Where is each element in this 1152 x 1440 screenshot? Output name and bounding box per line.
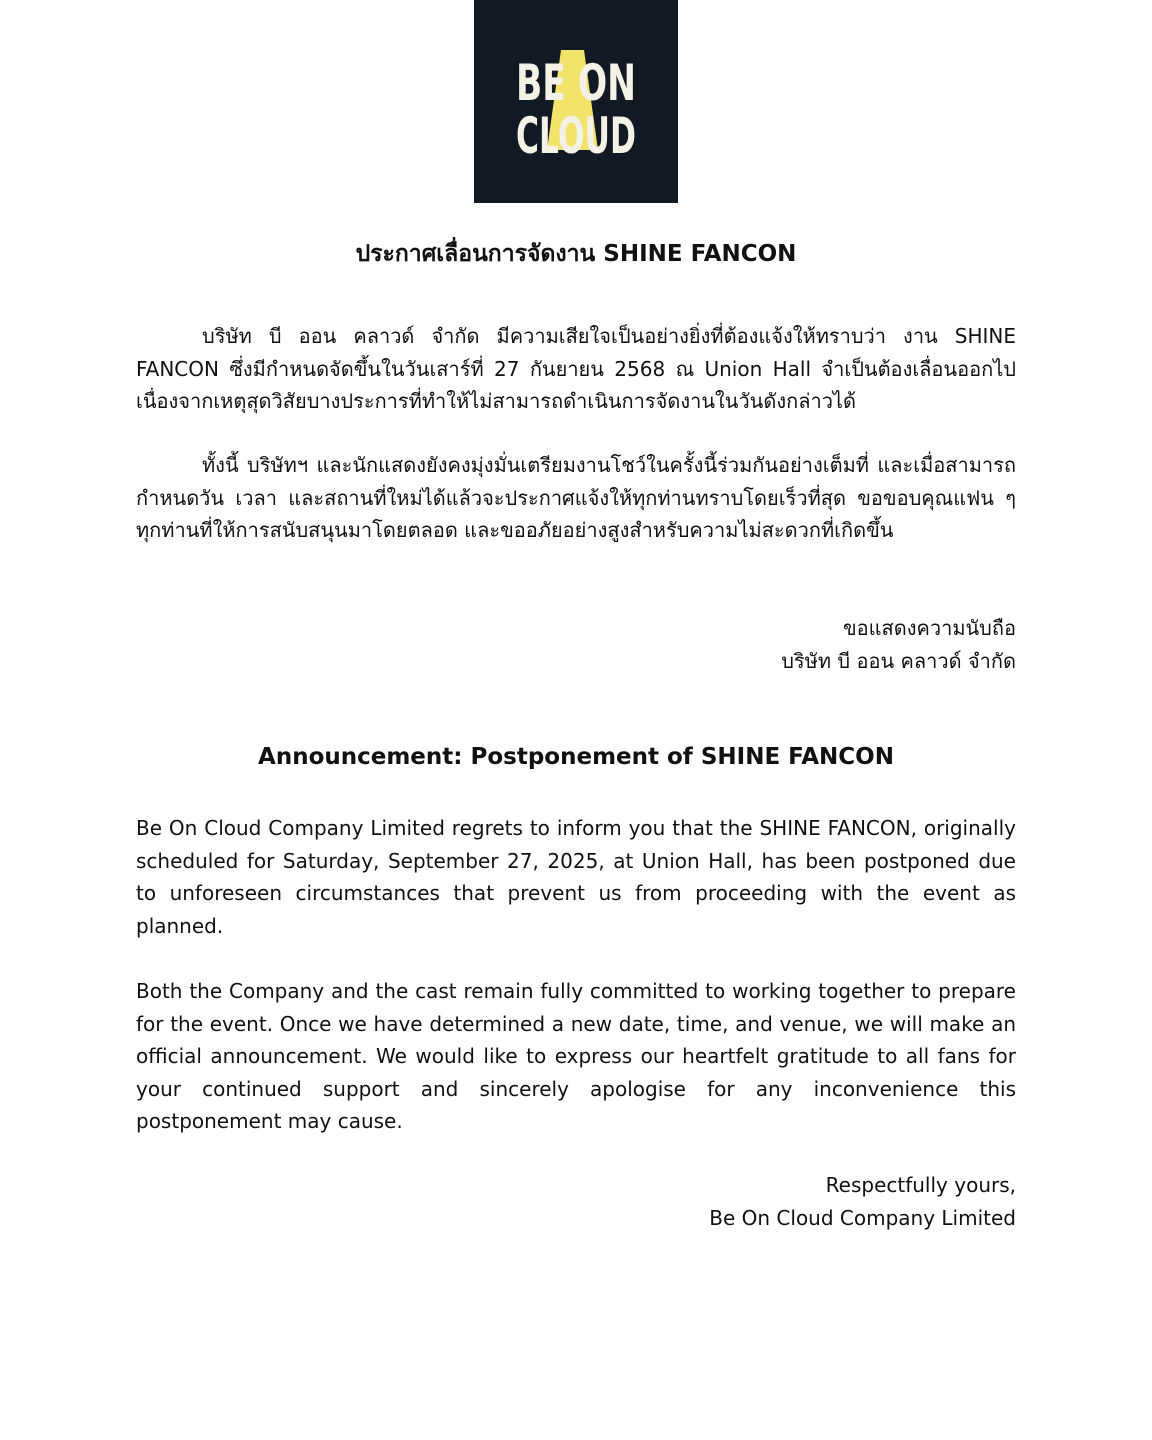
svg-text:BE ON: BE ON [516, 54, 636, 112]
be-on-cloud-logo-mark [474, 0, 678, 203]
english-title: Announcement: Postponement of SHINE FANCON [258, 744, 894, 770]
english-signoff [136, 1169, 1016, 1234]
thai-paragraph-1: บริษัท บี ออน คลาวด์ จำกัด มีความเสียใจเป็นอย่างยิ่งที่ต้องแจ้งให้ทราบว่า งาน SHINE FANCON ซึ่งมีกำหนดจัดขึ้นในวันเสาร์ที่ 27 กันยายน 2568 ณ Union Hall จำเป็นต้องเลื่อนออกไป เนื่องจากเหตุสุดวิสัยบางประการที่ทำให้ไม่สามารถดำเนินการจัดงานในวันดังกล่าวได้ [136, 324, 1016, 413]
svg-text:CLOUD: CLOUD [516, 107, 636, 165]
thai-paragraph-2: ทั้งนี้ บริษัทฯ และนักแสดงยังคงมุ่งมั่นเตรียมงานโชว์ในครั้งนี้ร่วมกันอย่างเต็มที่ และเมื่อสามารถกำหนดวัน เวลา และสถานที่ใหม่ได้แล้วจะประกาศแจ้งให้ทุกท่านทราบโดยเร็วที่สุด ขอขอบคุณแฟน ๆ ทุกท่านที่ให้การสนับสนุนมาโดยตลอด และขออภัยอย่างสูงสำหรับความไม่สะดวกที่เกิดขึ้น [136, 453, 1016, 542]
english-paragraph-1: Be On Cloud Company Limited regrets to inform you that the SHINE FANCON, originally scheduled for Saturday, September 27, 2025, at Union Hall, has been postponed due to unforeseen circumstances that prevent us from proceeding with the event as planned. [136, 816, 1016, 938]
thai-closing: ขอแสดงความนับถือ [842, 616, 1016, 640]
thai-title: ประกาศเลื่อนการจัดงาน SHINE FANCON [355, 241, 797, 267]
thai-signoff [136, 612, 1016, 677]
thai-company-name: บริษัท บี ออน คลาวด์ จำกัด [781, 648, 1016, 673]
english-company-name: Be On Cloud Company Limited [709, 1205, 1016, 1230]
company-logo [474, 0, 678, 203]
english-paragraph-2: Both the Company and the cast remain fully committed to working together to prepare for the event. Once we have determined a new date, time, and venue, we will make an official announcement. We would like to express our heartfelt gratitude to all fans for your continued support and sincerely apologise for any inconvenience this postponement may cause. [136, 979, 1016, 1133]
english-closing: Respectfully yours, [825, 1173, 1016, 1197]
